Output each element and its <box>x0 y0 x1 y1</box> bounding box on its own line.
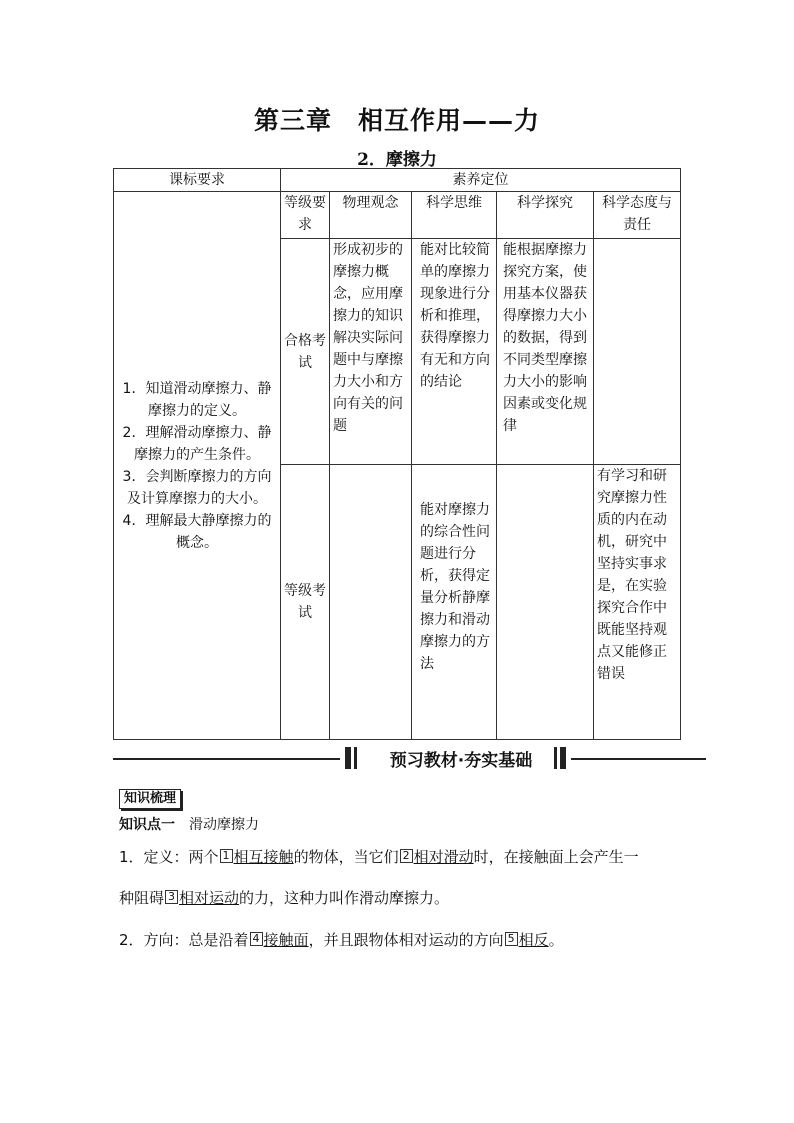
answer: 相互接触 <box>233 848 294 866</box>
col-header-curriculum: 课标要求 <box>114 169 281 192</box>
text: 2．方向：总是沿着 <box>119 931 249 949</box>
section-title: 2．摩擦力 <box>357 150 437 170</box>
row2-attitude: 有学习和研究摩擦力性质的内在动机，研究中坚持实事求是，在实验探究合作中既能坚持观点又能修正错误 <box>594 465 681 740</box>
sub-header-attitude: 科学态度与责任 <box>594 192 681 239</box>
answer: 相对运动 <box>179 889 240 907</box>
text: 时，在接触面上会产生一 <box>473 848 639 866</box>
banner-bar <box>560 747 566 769</box>
section-banner <box>113 744 706 774</box>
col-header-literacy: 素养定位 <box>281 169 681 192</box>
chapter-title: 第三章 相互作用——力 <box>253 106 540 135</box>
row1-attitude <box>594 239 681 465</box>
direction-line <box>119 930 564 950</box>
answer: 接触面 <box>263 931 309 949</box>
definition-line-1 <box>119 847 639 867</box>
text: ，并且跟物体相对运动的方向 <box>308 931 504 949</box>
blank-number: 2 <box>400 849 413 863</box>
sub-header-level: 等级要求 <box>281 192 330 239</box>
row2-scientific-inquiry <box>497 465 594 740</box>
level-grade-exam: 等级考试 <box>281 465 330 740</box>
row1-scientific-thinking: 能对比较简单的摩擦力现象进行分析和推理，获得摩擦力有无和方向的结论 <box>412 239 497 465</box>
banner-label: 预习教材·夯实基础 <box>389 751 533 771</box>
knowledge-point-name: 滑动摩擦力 <box>189 817 259 833</box>
knowledge-tag: 知识梳理 <box>119 789 181 809</box>
row2-scientific-thinking: 能对摩擦力的综合性问题进行分析，获得定量分析静摩擦力和滑动摩擦力的方法 <box>412 465 497 740</box>
definition-line-2 <box>119 888 449 908</box>
banner-line-left <box>113 758 340 760</box>
text: 。 <box>548 931 564 949</box>
sub-header-scientific-inquiry: 科学探究 <box>497 192 594 239</box>
text: 种阻碍 <box>119 889 165 907</box>
row1-physics-concept: 形成初步的摩擦力概念，应用摩擦力的知识解决实际问题中与摩擦力大小和方向有关的问题 <box>330 239 412 465</box>
banner-bar <box>554 747 557 769</box>
requirements-text: 1．知道滑动摩擦力、静摩擦力的定义。 2．理解滑动摩擦力、静摩擦力的产生条件。 3．会判断摩擦力的方向及计算摩擦力的大小。 4．理解最大静摩擦力的概念。 <box>114 192 281 740</box>
row1-scientific-inquiry: 能根据摩擦力探究方案，使用基本仪器获得摩擦力大小的数据，得到不同类型摩擦力大小的影响因素或变化规律 <box>497 239 594 465</box>
requirements-table <box>113 168 681 740</box>
row2-physics-concept <box>330 465 412 740</box>
sub-header-scientific-thinking: 科学思维 <box>412 192 497 239</box>
level-pass-exam: 合格考试 <box>281 239 330 465</box>
text: 的物体，当它们 <box>293 848 399 866</box>
text: 的力，这种力叫作滑动摩擦力。 <box>239 889 450 907</box>
answer: 相反 <box>518 931 549 949</box>
knowledge-point-label: 知识点一 <box>119 817 175 833</box>
blank-number: 1 <box>220 849 233 863</box>
sub-header-physics-concept: 物理观念 <box>330 192 412 239</box>
blank-number: 5 <box>505 932 518 946</box>
banner-line-right <box>571 758 706 760</box>
text: 1．定义：两个 <box>119 848 219 866</box>
blank-number: 4 <box>250 932 263 946</box>
answer: 相对滑动 <box>413 848 474 866</box>
banner-bar <box>345 747 351 769</box>
knowledge-point-heading <box>119 814 259 834</box>
blank-number: 3 <box>165 890 178 904</box>
banner-bar <box>354 747 357 769</box>
